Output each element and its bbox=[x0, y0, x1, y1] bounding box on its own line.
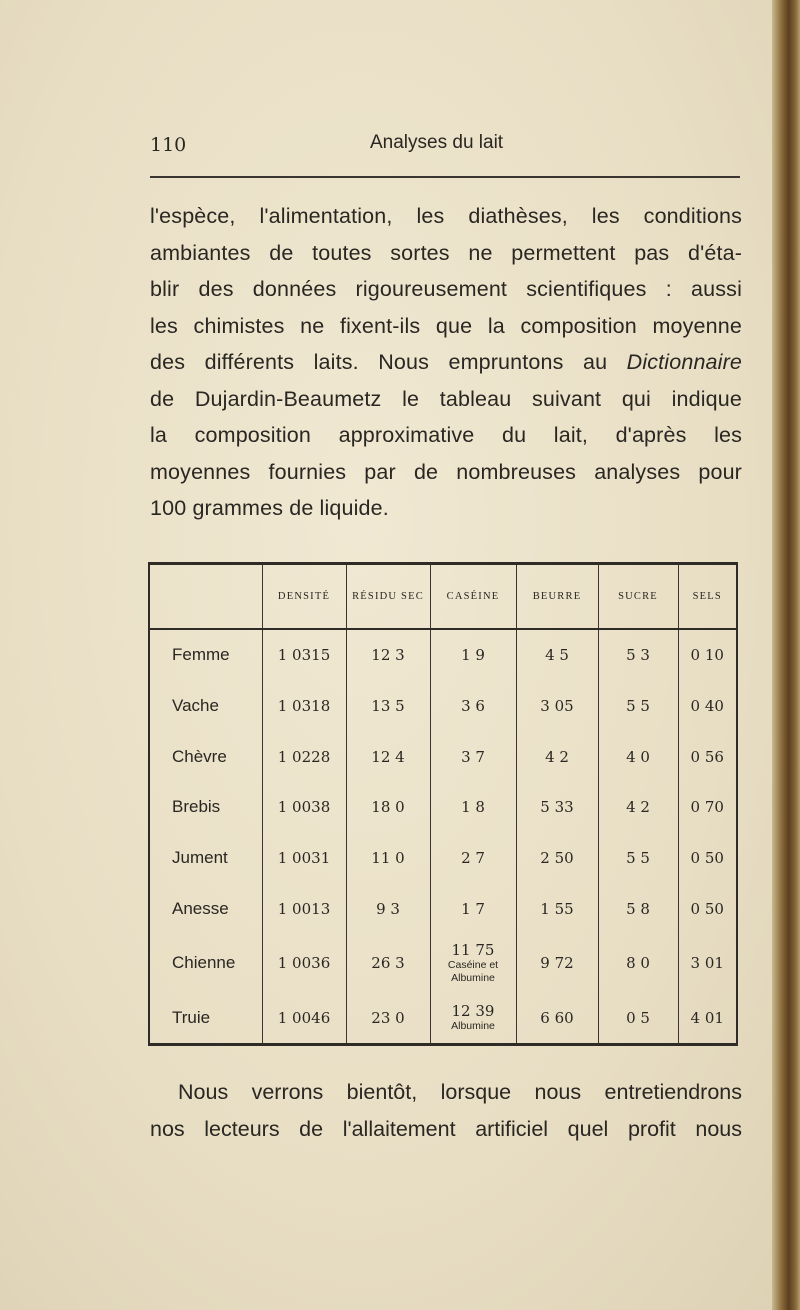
residu-cell: 18 0 bbox=[346, 782, 430, 833]
milk-composition-table bbox=[148, 562, 738, 1046]
caseine-cell bbox=[430, 992, 516, 1043]
sels-cell: 0 56 bbox=[678, 731, 736, 782]
sels-cell: 0 40 bbox=[678, 681, 736, 732]
text-line: de Dujardin-Beaumetz le tableau suivant qui indique bbox=[150, 386, 742, 411]
text-line: Nous verrons bientôt, lorsque nous entretiendrons bbox=[178, 1080, 742, 1104]
sucre-cell: 5 5 bbox=[598, 833, 678, 884]
column-header: CASÉINE bbox=[430, 565, 516, 629]
caseine-cell: 1 9 bbox=[430, 629, 516, 681]
beurre-cell: 3 05 bbox=[516, 681, 598, 732]
page-header bbox=[150, 132, 740, 162]
caseine-value: 12 39 bbox=[451, 1002, 495, 1021]
table-header-row bbox=[150, 565, 736, 629]
densite-cell: 1 0228 bbox=[262, 731, 346, 782]
italic-word: Dictionnaire bbox=[626, 350, 742, 374]
species-cell: Chienne bbox=[172, 953, 236, 973]
body-paragraph-2 bbox=[150, 1074, 742, 1147]
table-row bbox=[150, 992, 736, 1043]
species-cell: Jument bbox=[172, 847, 228, 867]
page-number: 110 bbox=[150, 134, 187, 156]
text-line: ambiantes de toutes sortes ne permettent pas d'éta- bbox=[150, 240, 742, 265]
densite-cell: 1 0046 bbox=[262, 992, 346, 1043]
residu-cell: 13 5 bbox=[346, 681, 430, 732]
sucre-cell: 5 3 bbox=[598, 629, 678, 681]
column-header: SELS bbox=[678, 565, 736, 629]
beurre-cell: 2 50 bbox=[516, 833, 598, 884]
residu-cell: 12 4 bbox=[346, 731, 430, 782]
table-row bbox=[150, 934, 736, 993]
caseine-cell: 3 6 bbox=[430, 681, 516, 732]
beurre-cell: 6 60 bbox=[516, 992, 598, 1043]
residu-cell: 9 3 bbox=[346, 883, 430, 934]
table-row bbox=[150, 782, 736, 833]
composition-table bbox=[150, 565, 736, 1043]
text-line: la composition approximative du lait, d'après les bbox=[150, 423, 742, 447]
text-line: 100 grammes de liquide. bbox=[150, 496, 389, 520]
species-cell: Vache bbox=[172, 696, 219, 716]
species-cell: Anesse bbox=[172, 898, 229, 918]
beurre-cell: 5 33 bbox=[516, 782, 598, 833]
densite-cell: 1 0038 bbox=[262, 782, 346, 833]
densite-cell: 1 0031 bbox=[262, 833, 346, 884]
sucre-cell: 4 2 bbox=[598, 782, 678, 833]
residu-cell: 26 3 bbox=[346, 934, 430, 993]
species-cell: Chèvre bbox=[172, 746, 227, 766]
residu-cell: 12 3 bbox=[346, 629, 430, 681]
sels-cell: 0 50 bbox=[678, 883, 736, 934]
table-row bbox=[150, 681, 736, 732]
caseine-value: 11 75 bbox=[451, 941, 495, 960]
column-header: BEURRE bbox=[516, 565, 598, 629]
running-title: Analyses du lait bbox=[370, 132, 504, 153]
residu-cell: 23 0 bbox=[346, 992, 430, 1043]
caseine-note: Caséine et Albumine bbox=[447, 959, 499, 985]
caseine-cell: 3 7 bbox=[430, 731, 516, 782]
table-row bbox=[150, 629, 736, 681]
residu-cell: 11 0 bbox=[346, 833, 430, 884]
table-row bbox=[150, 731, 736, 782]
beurre-cell: 4 2 bbox=[516, 731, 598, 782]
text-line: les chimistes ne fixent-ils que la composition moyenne bbox=[150, 313, 742, 338]
species-cell: Truie bbox=[172, 1007, 211, 1027]
caseine-note: Albumine bbox=[451, 1020, 495, 1033]
text-line: moyennes fournies par de nombreuses analyses pour bbox=[150, 459, 742, 484]
header-rule bbox=[150, 176, 740, 178]
column-header bbox=[150, 565, 262, 629]
sucre-cell: 8 0 bbox=[598, 934, 678, 993]
column-header: DENSITÉ bbox=[262, 565, 346, 629]
species-cell: Femme bbox=[172, 645, 230, 665]
beurre-cell: 1 55 bbox=[516, 883, 598, 934]
species-cell: Brebis bbox=[172, 797, 221, 817]
caseine-cell: 1 8 bbox=[430, 782, 516, 833]
densite-cell: 1 0013 bbox=[262, 883, 346, 934]
column-header: SUCRE bbox=[598, 565, 678, 629]
text-line: blir des données rigoureusement scientifiques : aussi bbox=[150, 277, 742, 301]
sels-cell: 0 70 bbox=[678, 782, 736, 833]
densite-cell: 1 0315 bbox=[262, 629, 346, 681]
book-binding-edge bbox=[772, 0, 800, 1310]
sucre-cell: 5 5 bbox=[598, 681, 678, 732]
text-line-start: des différents laits. Nous empruntons au bbox=[150, 350, 627, 374]
table-row bbox=[150, 883, 736, 934]
text-line: nos lecteurs de l'allaitement artificiel quel profit nous bbox=[150, 1116, 742, 1141]
beurre-cell: 4 5 bbox=[516, 629, 598, 681]
text-line bbox=[150, 344, 742, 381]
caseine-cell: 1 7 bbox=[430, 883, 516, 934]
sels-cell: 4 01 bbox=[678, 992, 736, 1043]
sucre-cell: 5 8 bbox=[598, 883, 678, 934]
sels-cell: 3 01 bbox=[678, 934, 736, 993]
caseine-cell bbox=[430, 934, 516, 993]
caseine-cell: 2 7 bbox=[430, 833, 516, 884]
densite-cell: 1 0036 bbox=[262, 934, 346, 993]
body-paragraph bbox=[150, 198, 742, 527]
sucre-cell: 0 5 bbox=[598, 992, 678, 1043]
table-row bbox=[150, 833, 736, 884]
beurre-cell: 9 72 bbox=[516, 934, 598, 993]
sels-cell: 0 10 bbox=[678, 629, 736, 681]
text-line: l'espèce, l'alimentation, les diathèses, les conditions bbox=[150, 204, 742, 228]
sucre-cell: 4 0 bbox=[598, 731, 678, 782]
sels-cell: 0 50 bbox=[678, 833, 736, 884]
column-header: RÉSIDU SEC bbox=[346, 565, 430, 629]
densite-cell: 1 0318 bbox=[262, 681, 346, 732]
